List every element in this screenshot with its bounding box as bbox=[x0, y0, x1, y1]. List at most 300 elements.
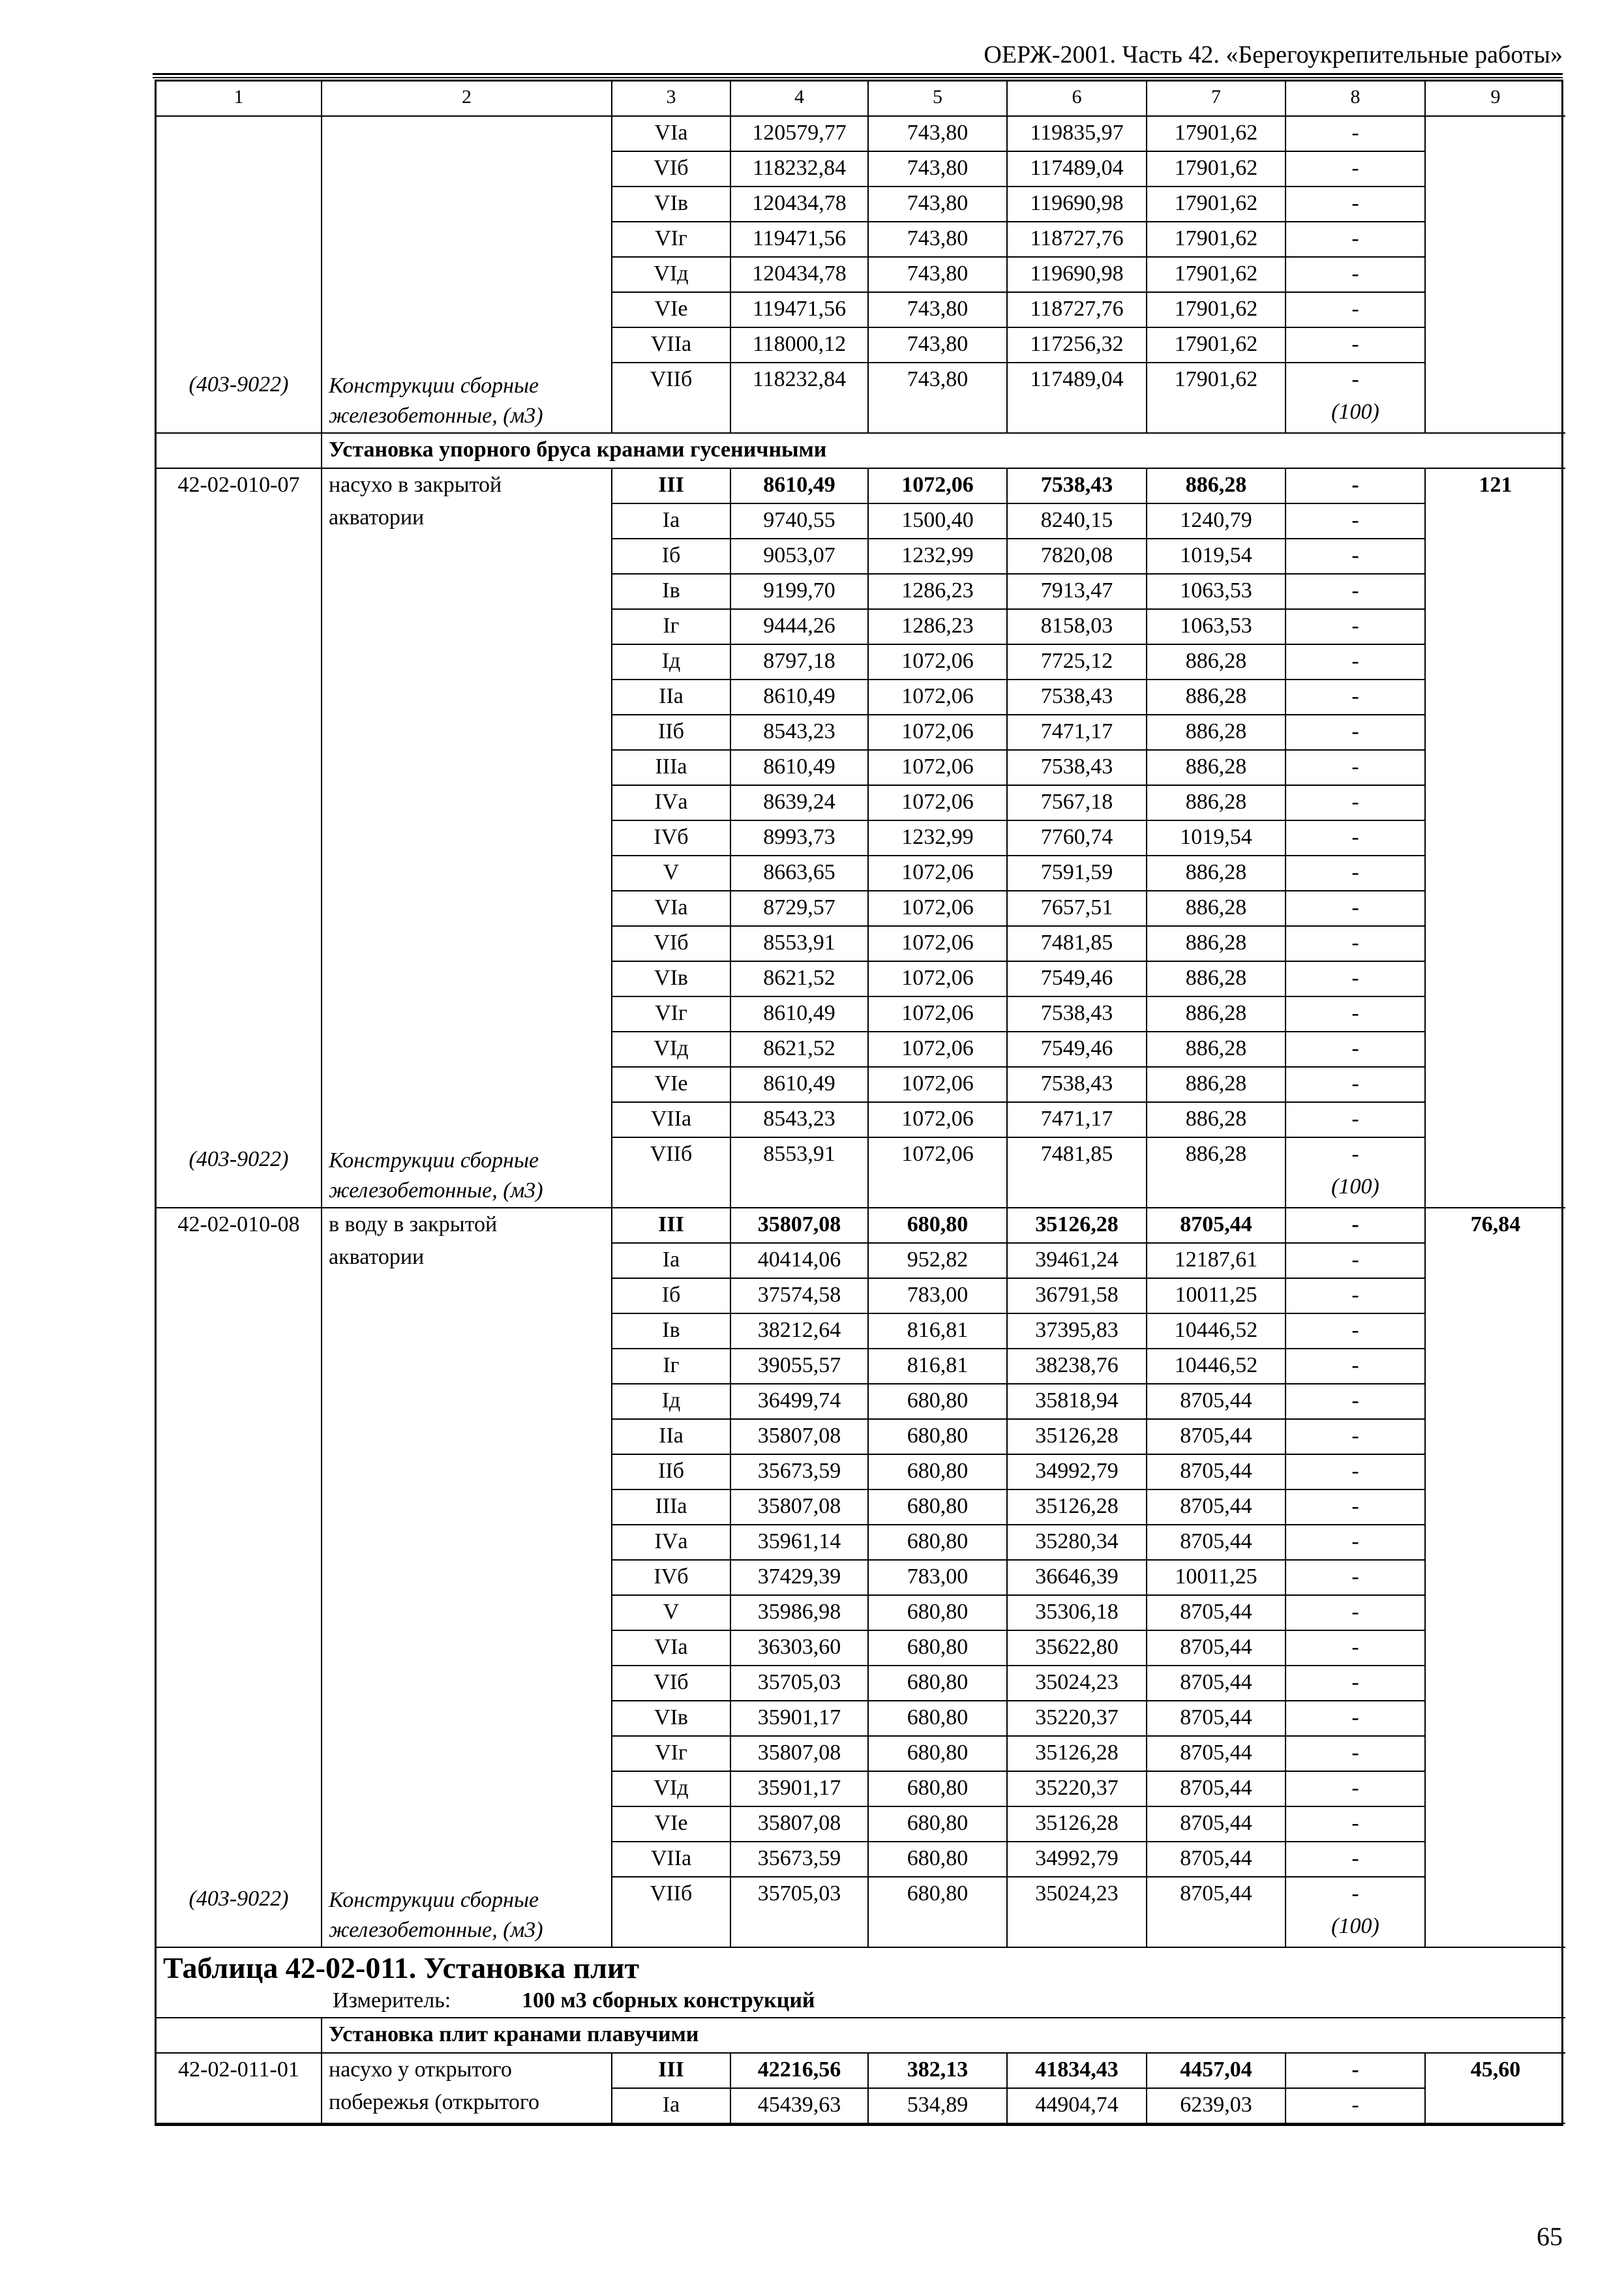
value-cell: 680,80 bbox=[869, 1878, 1008, 1948]
zone-cell: VIIа bbox=[612, 1842, 731, 1878]
value-cell: 886,28 bbox=[1147, 927, 1286, 962]
zone-cell: VIе bbox=[612, 1807, 731, 1842]
value-cell: 37574,58 bbox=[731, 1279, 869, 1314]
value-cell: - bbox=[1286, 328, 1426, 363]
value-cell: 680,80 bbox=[869, 1208, 1008, 1244]
value-cell: - bbox=[1286, 117, 1426, 152]
value-cell: 886,28 bbox=[1147, 1068, 1286, 1103]
zone-cell: Iд bbox=[612, 1384, 731, 1420]
zone-cell: VIа bbox=[612, 117, 731, 152]
value-cell: 35673,59 bbox=[731, 1455, 869, 1490]
value-cell: 680,80 bbox=[869, 1455, 1008, 1490]
page-number: 65 bbox=[1537, 2222, 1563, 2251]
zone-cell: VIд bbox=[612, 1032, 731, 1068]
value-cell: 35807,08 bbox=[731, 1420, 869, 1455]
value-cell: 7591,59 bbox=[1008, 856, 1147, 891]
value-cell: - bbox=[1286, 1208, 1426, 1244]
value-cell: - bbox=[1286, 1103, 1426, 1138]
value-cell: - bbox=[1286, 645, 1426, 680]
value-cell: 1072,06 bbox=[869, 1103, 1008, 1138]
section-blank bbox=[157, 2018, 322, 2054]
value-cell: - bbox=[1286, 680, 1426, 715]
value-cell: 7538,43 bbox=[1008, 1068, 1147, 1103]
value-cell: 39055,57 bbox=[731, 1349, 869, 1384]
code-cell bbox=[157, 469, 322, 1208]
value-cell: 680,80 bbox=[869, 1666, 1008, 1701]
value-cell: 886,28 bbox=[1147, 469, 1286, 504]
value-cell: 886,28 bbox=[1147, 1138, 1286, 1208]
value-cell: 35901,17 bbox=[731, 1701, 869, 1737]
zone-cell: VIб bbox=[612, 1666, 731, 1701]
zone-cell: IVб bbox=[612, 1561, 731, 1596]
zone-cell: VIд bbox=[612, 258, 731, 293]
value-cell: 7567,18 bbox=[1008, 786, 1147, 821]
resource-code: (403-9022) bbox=[188, 372, 289, 396]
value-cell: - bbox=[1286, 1772, 1426, 1807]
value-dash: - bbox=[1351, 1142, 1359, 1166]
value-dash: - bbox=[1351, 1881, 1359, 1906]
zone-cell: VIIб bbox=[612, 1878, 731, 1948]
value-cell: - bbox=[1286, 575, 1426, 610]
value-cell: 17901,62 bbox=[1147, 187, 1286, 222]
value-cell: 35807,08 bbox=[731, 1208, 869, 1244]
value-cell: - bbox=[1286, 927, 1426, 962]
value-cell: - bbox=[1286, 1561, 1426, 1596]
value-cell: - bbox=[1286, 2089, 1426, 2124]
zone-cell: VIе bbox=[612, 1068, 731, 1103]
value-cell: 9444,26 bbox=[731, 610, 869, 645]
name-cell bbox=[322, 1208, 612, 1948]
value-cell: - bbox=[1286, 504, 1426, 539]
value-cell: 118000,12 bbox=[731, 328, 869, 363]
value-cell: 1072,06 bbox=[869, 891, 1008, 927]
value-cell: 680,80 bbox=[869, 1842, 1008, 1878]
value-cell: 886,28 bbox=[1147, 751, 1286, 786]
value-cell: 38212,64 bbox=[731, 1314, 869, 1349]
value-cell: 35126,28 bbox=[1008, 1737, 1147, 1772]
value-cell: 8705,44 bbox=[1147, 1420, 1286, 1455]
value-cell: 34992,79 bbox=[1008, 1455, 1147, 1490]
value-cell: 8993,73 bbox=[731, 821, 869, 856]
value-cell: 7471,17 bbox=[1008, 1103, 1147, 1138]
work-name-line: насухо в закрытой bbox=[329, 473, 502, 497]
value-cell: 44904,74 bbox=[1008, 2089, 1147, 2124]
zone-cell: III bbox=[612, 469, 731, 504]
value-cell: 119690,98 bbox=[1008, 187, 1147, 222]
value-cell: - bbox=[1286, 152, 1426, 187]
value-cell: 680,80 bbox=[869, 1772, 1008, 1807]
zone-cell: VIа bbox=[612, 1631, 731, 1666]
value-cell: 1072,06 bbox=[869, 786, 1008, 821]
value-cell: 118232,84 bbox=[731, 152, 869, 187]
value-cell: 35807,08 bbox=[731, 1490, 869, 1525]
value-cell: 34992,79 bbox=[1008, 1842, 1147, 1878]
value-cell: - bbox=[1286, 1455, 1426, 1490]
resource-percent: (100) bbox=[1331, 1914, 1379, 1938]
value-cell: 743,80 bbox=[869, 187, 1008, 222]
value-cell: 8610,49 bbox=[731, 469, 869, 504]
zone-cell: IVа bbox=[612, 786, 731, 821]
value-cell: 119835,97 bbox=[1008, 117, 1147, 152]
value-cell: 17901,62 bbox=[1147, 152, 1286, 187]
value-cell bbox=[1286, 1138, 1426, 1208]
measure-label: Измеритель: bbox=[333, 1988, 451, 2012]
value-cell: 382,13 bbox=[869, 2054, 1008, 2089]
value-cell: 1072,06 bbox=[869, 962, 1008, 997]
value-cell: 117256,32 bbox=[1008, 328, 1147, 363]
value-cell: 4457,04 bbox=[1147, 2054, 1286, 2089]
column-number-8: 8 bbox=[1286, 82, 1426, 117]
value-cell: 8610,49 bbox=[731, 751, 869, 786]
zone-cell: IIIа bbox=[612, 751, 731, 786]
value-cell: 7913,47 bbox=[1008, 575, 1147, 610]
value-cell: - bbox=[1286, 751, 1426, 786]
value-cell: - bbox=[1286, 821, 1426, 856]
value-cell: 1500,40 bbox=[869, 504, 1008, 539]
value-cell: - bbox=[1286, 610, 1426, 645]
value-cell: 119471,56 bbox=[731, 293, 869, 328]
value-cell: 35705,03 bbox=[731, 1878, 869, 1948]
value-cell: 35818,94 bbox=[1008, 1384, 1147, 1420]
value-cell: 7481,85 bbox=[1008, 927, 1147, 962]
zone-cell: VIг bbox=[612, 222, 731, 258]
zone-cell: IVа bbox=[612, 1525, 731, 1561]
value-cell: 1072,06 bbox=[869, 751, 1008, 786]
value-cell: - bbox=[1286, 1842, 1426, 1878]
value-cell: - bbox=[1286, 293, 1426, 328]
value-cell: - bbox=[1286, 469, 1426, 504]
value-cell: - bbox=[1286, 1420, 1426, 1455]
value-cell: 40414,06 bbox=[731, 1244, 869, 1279]
value-cell: 1232,99 bbox=[869, 539, 1008, 575]
zone-cell: VIб bbox=[612, 152, 731, 187]
value-cell: 118232,84 bbox=[731, 363, 869, 434]
value-cell: 119471,56 bbox=[731, 222, 869, 258]
value-cell: 743,80 bbox=[869, 258, 1008, 293]
value-cell: - bbox=[1286, 222, 1426, 258]
value-cell: 886,28 bbox=[1147, 786, 1286, 821]
value-cell: 7820,08 bbox=[1008, 539, 1147, 575]
zone-cell: Iв bbox=[612, 1314, 731, 1349]
value-cell: 120434,78 bbox=[731, 187, 869, 222]
value-cell: 35126,28 bbox=[1008, 1208, 1147, 1244]
value-cell: 7481,85 bbox=[1008, 1138, 1147, 1208]
section-heading: Установка упорного бруса кранами гусеничными bbox=[322, 434, 1565, 469]
value-cell: 743,80 bbox=[869, 222, 1008, 258]
value-cell: 35901,17 bbox=[731, 1772, 869, 1807]
value-cell: 8705,44 bbox=[1147, 1384, 1286, 1420]
value-cell: 37429,39 bbox=[731, 1561, 869, 1596]
value-cell: 7549,46 bbox=[1008, 962, 1147, 997]
value-cell: 680,80 bbox=[869, 1420, 1008, 1455]
value-cell: 8705,44 bbox=[1147, 1666, 1286, 1701]
value-cell: 38238,76 bbox=[1008, 1349, 1147, 1384]
value-cell: 10446,52 bbox=[1147, 1314, 1286, 1349]
value-cell: 1063,53 bbox=[1147, 575, 1286, 610]
zone-cell: VIа bbox=[612, 891, 731, 927]
resource-code: (403-9022) bbox=[188, 1887, 289, 1911]
value-cell: 36791,58 bbox=[1008, 1279, 1147, 1314]
zone-cell: Iд bbox=[612, 645, 731, 680]
value-cell: 8705,44 bbox=[1147, 1807, 1286, 1842]
value-cell: 1240,79 bbox=[1147, 504, 1286, 539]
value-cell: 17901,62 bbox=[1147, 328, 1286, 363]
value-cell: 680,80 bbox=[869, 1490, 1008, 1525]
value-cell: 7760,74 bbox=[1008, 821, 1147, 856]
column-number-5: 5 bbox=[869, 82, 1008, 117]
value-cell: 1072,06 bbox=[869, 927, 1008, 962]
value-cell: 8705,44 bbox=[1147, 1596, 1286, 1631]
value-cell: 1072,06 bbox=[869, 856, 1008, 891]
value-cell: 8639,24 bbox=[731, 786, 869, 821]
column-number-9: 9 bbox=[1426, 82, 1565, 117]
value-cell: 17901,62 bbox=[1147, 363, 1286, 434]
value-cell: 35024,23 bbox=[1008, 1666, 1147, 1701]
value-cell: 8705,44 bbox=[1147, 1208, 1286, 1244]
value-cell: 8705,44 bbox=[1147, 1878, 1286, 1948]
value-cell: 886,28 bbox=[1147, 1103, 1286, 1138]
value-cell: 8705,44 bbox=[1147, 1490, 1286, 1525]
zone-cell: VIIб bbox=[612, 1138, 731, 1208]
work-name bbox=[322, 1208, 611, 1274]
value-cell: 1019,54 bbox=[1147, 539, 1286, 575]
work-name-line: акватории bbox=[329, 1245, 425, 1269]
value-cell: 35306,18 bbox=[1008, 1596, 1147, 1631]
value-cell: 8705,44 bbox=[1147, 1737, 1286, 1772]
value-cell: 1286,23 bbox=[869, 610, 1008, 645]
resource-percent: (100) bbox=[1331, 1174, 1379, 1199]
value-cell: 680,80 bbox=[869, 1737, 1008, 1772]
value-cell: 7657,51 bbox=[1008, 891, 1147, 927]
rate-code: 42-02-010-08 bbox=[177, 1212, 300, 1236]
rate-col9-cell bbox=[1426, 117, 1565, 434]
value-cell: - bbox=[1286, 1596, 1426, 1631]
value-cell: 886,28 bbox=[1147, 680, 1286, 715]
value-cell: 8705,44 bbox=[1147, 1525, 1286, 1561]
value-cell: 37395,83 bbox=[1008, 1314, 1147, 1349]
value-cell: 118727,76 bbox=[1008, 222, 1147, 258]
zone-cell: VIе bbox=[612, 293, 731, 328]
value-cell: 886,28 bbox=[1147, 856, 1286, 891]
name-cell bbox=[322, 117, 612, 434]
value-cell: 41834,43 bbox=[1008, 2054, 1147, 2089]
value-cell: 886,28 bbox=[1147, 891, 1286, 927]
value-cell: - bbox=[1286, 1737, 1426, 1772]
resource-code: (403-9022) bbox=[188, 1147, 289, 1171]
value-cell: 743,80 bbox=[869, 117, 1008, 152]
value-cell: 680,80 bbox=[869, 1807, 1008, 1842]
value-cell: 8553,91 bbox=[731, 1138, 869, 1208]
column-number-2: 2 bbox=[322, 82, 612, 117]
value-cell: 7725,12 bbox=[1008, 645, 1147, 680]
column-number-3: 3 bbox=[612, 82, 731, 117]
work-name-line: в воду в закрытой bbox=[329, 1212, 498, 1236]
value-cell: 9199,70 bbox=[731, 575, 869, 610]
value-cell: 680,80 bbox=[869, 1701, 1008, 1737]
value-cell: 816,81 bbox=[869, 1314, 1008, 1349]
value-cell: 1019,54 bbox=[1147, 821, 1286, 856]
value-cell: - bbox=[1286, 539, 1426, 575]
value-cell: 8240,15 bbox=[1008, 504, 1147, 539]
value-cell: 35220,37 bbox=[1008, 1701, 1147, 1737]
value-cell: 35024,23 bbox=[1008, 1878, 1147, 1948]
section-heading: Установка плит кранами плавучими bbox=[322, 2018, 1565, 2054]
value-cell: 8705,44 bbox=[1147, 1842, 1286, 1878]
value-cell: 35961,14 bbox=[731, 1525, 869, 1561]
zone-cell: VIг bbox=[612, 997, 731, 1032]
value-cell: 783,00 bbox=[869, 1279, 1008, 1314]
value-cell: 8705,44 bbox=[1147, 1701, 1286, 1737]
value-cell: 117489,04 bbox=[1008, 363, 1147, 434]
value-cell: 8663,65 bbox=[731, 856, 869, 891]
value-cell: 35126,28 bbox=[1008, 1807, 1147, 1842]
zone-cell: IVб bbox=[612, 821, 731, 856]
work-name bbox=[322, 2054, 611, 2119]
zone-cell: III bbox=[612, 2054, 731, 2089]
code-cell bbox=[157, 1208, 322, 1948]
rate-col9-cell: 121 bbox=[1426, 469, 1565, 1208]
measure-row bbox=[157, 1983, 1565, 2018]
value-cell: 120579,77 bbox=[731, 117, 869, 152]
value-cell: 10011,25 bbox=[1147, 1561, 1286, 1596]
zone-cell: VIд bbox=[612, 1772, 731, 1807]
resource-percent: (100) bbox=[1331, 400, 1379, 424]
value-cell: 117489,04 bbox=[1008, 152, 1147, 187]
value-cell: 816,81 bbox=[869, 1349, 1008, 1384]
value-cell: 39461,24 bbox=[1008, 1244, 1147, 1279]
value-cell: 8797,18 bbox=[731, 645, 869, 680]
value-cell: 35986,98 bbox=[731, 1596, 869, 1631]
rates-table bbox=[155, 80, 1563, 2126]
value-cell: 36303,60 bbox=[731, 1631, 869, 1666]
zone-cell: Iа bbox=[612, 1244, 731, 1279]
value-cell: 9740,55 bbox=[731, 504, 869, 539]
zone-cell: IIб bbox=[612, 1455, 731, 1490]
column-number-4: 4 bbox=[731, 82, 869, 117]
work-name-line: побережья (открытого bbox=[329, 2090, 539, 2114]
resource-name: Конструкции сборные железобетонные, (м3) bbox=[329, 1888, 543, 1942]
code-cell bbox=[157, 117, 322, 434]
value-cell: 886,28 bbox=[1147, 1032, 1286, 1068]
value-cell: 1072,06 bbox=[869, 469, 1008, 504]
value-cell: 886,28 bbox=[1147, 962, 1286, 997]
value-cell: 7538,43 bbox=[1008, 997, 1147, 1032]
zone-cell: Iа bbox=[612, 2089, 731, 2124]
value-cell: - bbox=[1286, 1068, 1426, 1103]
code-cell bbox=[157, 2054, 322, 2124]
value-cell: 1232,99 bbox=[869, 821, 1008, 856]
value-cell: - bbox=[1286, 1525, 1426, 1561]
value-cell: 35622,80 bbox=[1008, 1631, 1147, 1666]
value-cell: 17901,62 bbox=[1147, 222, 1286, 258]
zone-cell: Iб bbox=[612, 539, 731, 575]
value-cell: 8610,49 bbox=[731, 1068, 869, 1103]
table-title: Таблица 42-02-011. Установка плит bbox=[163, 1951, 640, 1983]
value-cell: 7538,43 bbox=[1008, 751, 1147, 786]
value-cell: 7538,43 bbox=[1008, 680, 1147, 715]
zone-cell: VIIа bbox=[612, 328, 731, 363]
value-cell: - bbox=[1286, 1631, 1426, 1666]
value-cell: 1072,06 bbox=[869, 997, 1008, 1032]
value-cell: - bbox=[1286, 1701, 1426, 1737]
value-cell: - bbox=[1286, 1244, 1426, 1279]
value-cell: 1286,23 bbox=[869, 575, 1008, 610]
work-name bbox=[322, 469, 611, 534]
value-cell: 8621,52 bbox=[731, 962, 869, 997]
name-cell bbox=[322, 469, 612, 1208]
value-cell: 45439,63 bbox=[731, 2089, 869, 2124]
value-cell: 9053,07 bbox=[731, 539, 869, 575]
value-cell: - bbox=[1286, 1032, 1426, 1068]
work-name-line: акватории bbox=[329, 505, 425, 530]
value-cell: 783,00 bbox=[869, 1561, 1008, 1596]
zone-cell: III bbox=[612, 1208, 731, 1244]
zone-cell: VIб bbox=[612, 927, 731, 962]
value-cell: 8553,91 bbox=[731, 927, 869, 962]
value-cell: 952,82 bbox=[869, 1244, 1008, 1279]
column-number-6: 6 bbox=[1008, 82, 1147, 117]
column-number-1: 1 bbox=[157, 82, 322, 117]
value-cell: - bbox=[1286, 1807, 1426, 1842]
measure-value: 100 м3 сборных конструкций bbox=[522, 1988, 815, 2012]
value-cell: 35705,03 bbox=[731, 1666, 869, 1701]
value-cell: 17901,62 bbox=[1147, 258, 1286, 293]
value-cell: - bbox=[1286, 962, 1426, 997]
value-cell bbox=[1286, 1878, 1426, 1948]
rate-code: 42-02-011-01 bbox=[178, 2057, 299, 2082]
value-cell: 35126,28 bbox=[1008, 1420, 1147, 1455]
value-cell: - bbox=[1286, 1314, 1426, 1349]
zone-cell: VIв bbox=[612, 962, 731, 997]
value-cell: 8729,57 bbox=[731, 891, 869, 927]
value-cell: - bbox=[1286, 1490, 1426, 1525]
name-cell bbox=[322, 2054, 612, 2124]
value-cell: 35280,34 bbox=[1008, 1525, 1147, 1561]
value-cell: 36646,39 bbox=[1008, 1561, 1147, 1596]
value-cell: 10446,52 bbox=[1147, 1349, 1286, 1384]
work-name-line: насухо у открытого bbox=[329, 2057, 512, 2082]
value-cell: 35220,37 bbox=[1008, 1772, 1147, 1807]
value-cell: - bbox=[1286, 2054, 1426, 2089]
value-cell: 680,80 bbox=[869, 1596, 1008, 1631]
resource-name: Конструкции сборные железобетонные, (м3) bbox=[329, 374, 543, 428]
value-cell: 10011,25 bbox=[1147, 1279, 1286, 1314]
zone-cell: Iг bbox=[612, 610, 731, 645]
value-cell: 35807,08 bbox=[731, 1807, 869, 1842]
value-cell: 1063,53 bbox=[1147, 610, 1286, 645]
zone-cell: VIIб bbox=[612, 363, 731, 434]
value-cell: 12187,61 bbox=[1147, 1244, 1286, 1279]
value-cell: 680,80 bbox=[869, 1631, 1008, 1666]
value-cell: 17901,62 bbox=[1147, 117, 1286, 152]
value-cell: 1072,06 bbox=[869, 1032, 1008, 1068]
zone-cell: IIа bbox=[612, 1420, 731, 1455]
value-cell: - bbox=[1286, 997, 1426, 1032]
value-cell: 743,80 bbox=[869, 363, 1008, 434]
value-cell: 120434,78 bbox=[731, 258, 869, 293]
value-cell: - bbox=[1286, 1384, 1426, 1420]
zone-cell: Iб bbox=[612, 1279, 731, 1314]
value-cell: 8705,44 bbox=[1147, 1455, 1286, 1490]
value-cell: - bbox=[1286, 786, 1426, 821]
value-cell: 8705,44 bbox=[1147, 1772, 1286, 1807]
value-cell: 8543,23 bbox=[731, 1103, 869, 1138]
value-cell: 886,28 bbox=[1147, 997, 1286, 1032]
value-cell bbox=[1286, 363, 1426, 434]
value-cell: 680,80 bbox=[869, 1525, 1008, 1561]
value-cell: - bbox=[1286, 258, 1426, 293]
value-cell: 534,89 bbox=[869, 2089, 1008, 2124]
